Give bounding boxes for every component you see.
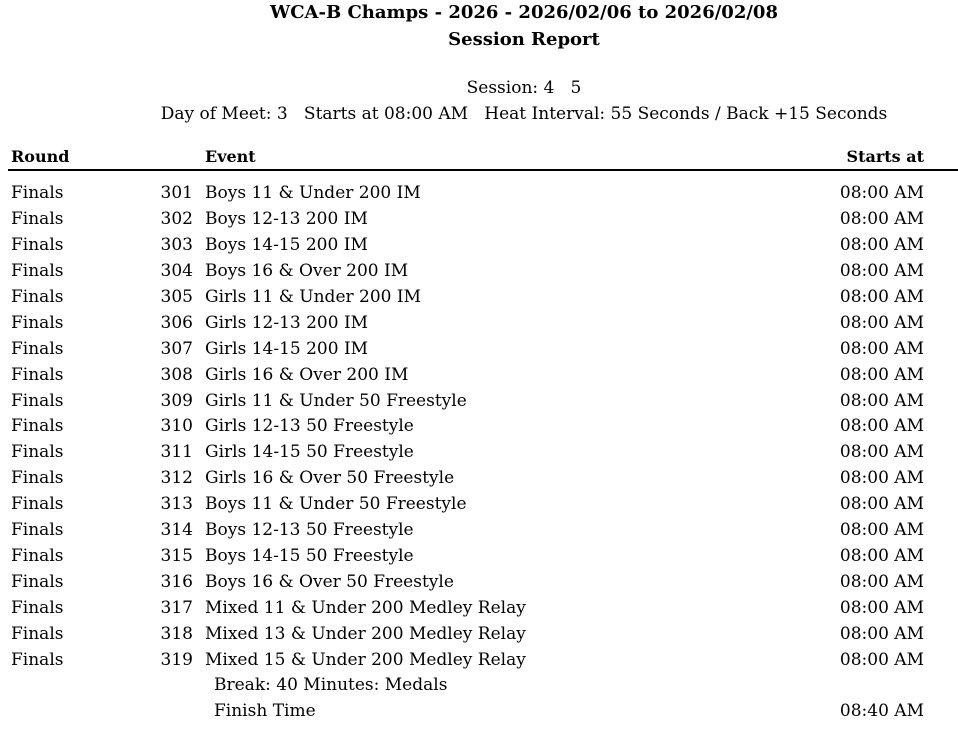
event-name-cell: Boys 11 & Under 200 IM <box>205 183 421 203</box>
event-name-cell: Girls 11 & Under 50 Freestyle <box>205 390 467 411</box>
table-row <box>0 206 958 232</box>
round-cell: Finals <box>11 649 64 670</box>
event-name-cell: Girls 11 & Under 200 IM <box>205 286 422 307</box>
event-number-cell: 303 <box>160 234 193 255</box>
event-name-cell: Boys 12-13 50 Freestyle <box>205 520 414 541</box>
event-name-cell: Mixed 11 & Under 200 Medley Relay <box>205 598 526 618</box>
report-subtitle: Session Report <box>448 29 600 50</box>
event-name-cell: Girls 16 & Over 200 IM <box>205 364 409 385</box>
event-name-cell: Girls 16 & Over 50 Freestyle <box>205 468 455 489</box>
start-time-cell: 08:00 AM <box>839 312 924 333</box>
table-row <box>0 621 958 647</box>
event-number-cell: 309 <box>160 390 193 411</box>
event-number-cell: 312 <box>160 468 193 489</box>
start-time-cell: 08:00 AM <box>839 572 924 593</box>
event-number-cell: 306 <box>160 312 193 333</box>
start-time-cell: 08:00 AM <box>839 649 924 670</box>
table-row <box>0 543 958 569</box>
event-number-cell: 313 <box>160 494 193 515</box>
round-cell: Finals <box>11 546 64 567</box>
table-row <box>0 647 958 673</box>
round-cell: Finals <box>11 598 64 618</box>
table-row <box>0 232 958 258</box>
round-cell: Finals <box>11 183 64 203</box>
round-cell: Finals <box>11 260 64 281</box>
event-number-cell: 314 <box>160 520 193 541</box>
event-name-cell: Mixed 13 & Under 200 Medley Relay <box>205 623 526 644</box>
column-header-starts-at: Starts at <box>846 147 924 166</box>
round-cell: Finals <box>11 468 64 489</box>
event-name-cell: Mixed 15 & Under 200 Medley Relay <box>205 649 526 670</box>
column-header-event: Event <box>205 147 256 166</box>
event-name-cell: Boys 16 & Over 200 IM <box>205 260 409 281</box>
round-cell: Finals <box>11 623 64 644</box>
round-cell: Finals <box>11 338 64 359</box>
start-time-cell: 08:00 AM <box>839 364 924 385</box>
round-cell: Finals <box>11 520 64 541</box>
event-name-cell: Boys 11 & Under 50 Freestyle <box>205 494 467 515</box>
round-cell: Finals <box>11 208 64 229</box>
round-cell: Finals <box>11 390 64 411</box>
event-number-cell: 316 <box>160 572 193 593</box>
event-number-cell: 301 <box>160 183 193 203</box>
session-event-list <box>0 180 958 673</box>
meet-info-line: Day of Meet: 3 Starts at 08:00 AM Heat Interval: 55 Seconds / Back +15 Seconds <box>160 104 888 124</box>
start-time-cell: 08:00 AM <box>839 338 924 359</box>
table-row <box>0 439 958 465</box>
start-time-cell: 08:00 AM <box>839 390 924 411</box>
start-time-cell: 08:00 AM <box>839 260 924 281</box>
start-time-cell: 08:00 AM <box>839 598 924 618</box>
start-time-cell: 08:00 AM <box>839 442 924 463</box>
round-cell: Finals <box>11 364 64 385</box>
round-cell: Finals <box>11 234 64 255</box>
start-time-cell: 08:00 AM <box>839 208 924 229</box>
event-name-cell: Girls 14-15 200 IM <box>205 338 369 359</box>
table-row <box>0 569 958 595</box>
start-time-cell: 08:00 AM <box>839 623 924 644</box>
table-row <box>0 180 958 206</box>
event-name-cell: Girls 12-13 200 IM <box>205 312 369 333</box>
event-number-cell: 319 <box>160 649 193 670</box>
start-time-cell: 08:00 AM <box>839 494 924 515</box>
table-row <box>0 310 958 336</box>
header-rule <box>8 169 958 171</box>
event-number-cell: 311 <box>160 442 193 463</box>
event-number-cell: 317 <box>160 598 193 618</box>
event-number-cell: 308 <box>160 364 193 385</box>
start-time-cell: 08:00 AM <box>839 520 924 541</box>
table-row <box>0 284 958 310</box>
event-name-cell: Boys 12-13 200 IM <box>205 208 368 229</box>
start-time-cell: 08:00 AM <box>839 286 924 307</box>
table-row <box>0 362 958 388</box>
table-row <box>0 595 958 621</box>
table-row <box>0 336 958 362</box>
report-title: WCA-B Champs - 2026 - 2026/02/06 to 2026/02/08 <box>270 2 778 23</box>
event-name-cell: Boys 14-15 50 Freestyle <box>205 546 414 567</box>
start-time-cell: 08:00 AM <box>839 234 924 255</box>
finish-time-label: Finish Time <box>214 701 316 721</box>
event-name-cell: Boys 16 & Over 50 Freestyle <box>205 572 454 593</box>
event-number-cell: 310 <box>160 416 193 437</box>
event-name-cell: Girls 12-13 50 Freestyle <box>205 416 414 437</box>
start-time-cell: 08:00 AM <box>839 183 924 203</box>
round-cell: Finals <box>11 494 64 515</box>
round-cell: Finals <box>11 286 64 307</box>
table-row <box>0 258 958 284</box>
event-name-cell: Boys 14-15 200 IM <box>205 234 368 255</box>
finish-time-value: 08:40 AM <box>839 701 924 721</box>
event-number-cell: 318 <box>160 623 193 644</box>
table-row <box>0 491 958 517</box>
table-row <box>0 465 958 491</box>
table-row <box>0 388 958 414</box>
start-time-cell: 08:00 AM <box>839 468 924 489</box>
start-time-cell: 08:00 AM <box>839 416 924 437</box>
event-number-cell: 307 <box>160 338 193 359</box>
break-note: Break: 40 Minutes: Medals <box>214 675 448 695</box>
start-time-cell: 08:00 AM <box>839 546 924 567</box>
event-number-cell: 315 <box>160 546 193 567</box>
event-number-cell: 304 <box>160 260 193 281</box>
round-cell: Finals <box>11 416 64 437</box>
event-number-cell: 305 <box>160 286 193 307</box>
round-cell: Finals <box>11 312 64 333</box>
event-number-cell: 302 <box>160 208 193 229</box>
round-cell: Finals <box>11 442 64 463</box>
round-cell: Finals <box>11 572 64 593</box>
session-line: Session: 4 5 <box>466 78 582 98</box>
table-row <box>0 413 958 439</box>
column-header-round: Round <box>11 147 70 166</box>
table-row <box>0 517 958 543</box>
event-name-cell: Girls 14-15 50 Freestyle <box>205 442 414 463</box>
